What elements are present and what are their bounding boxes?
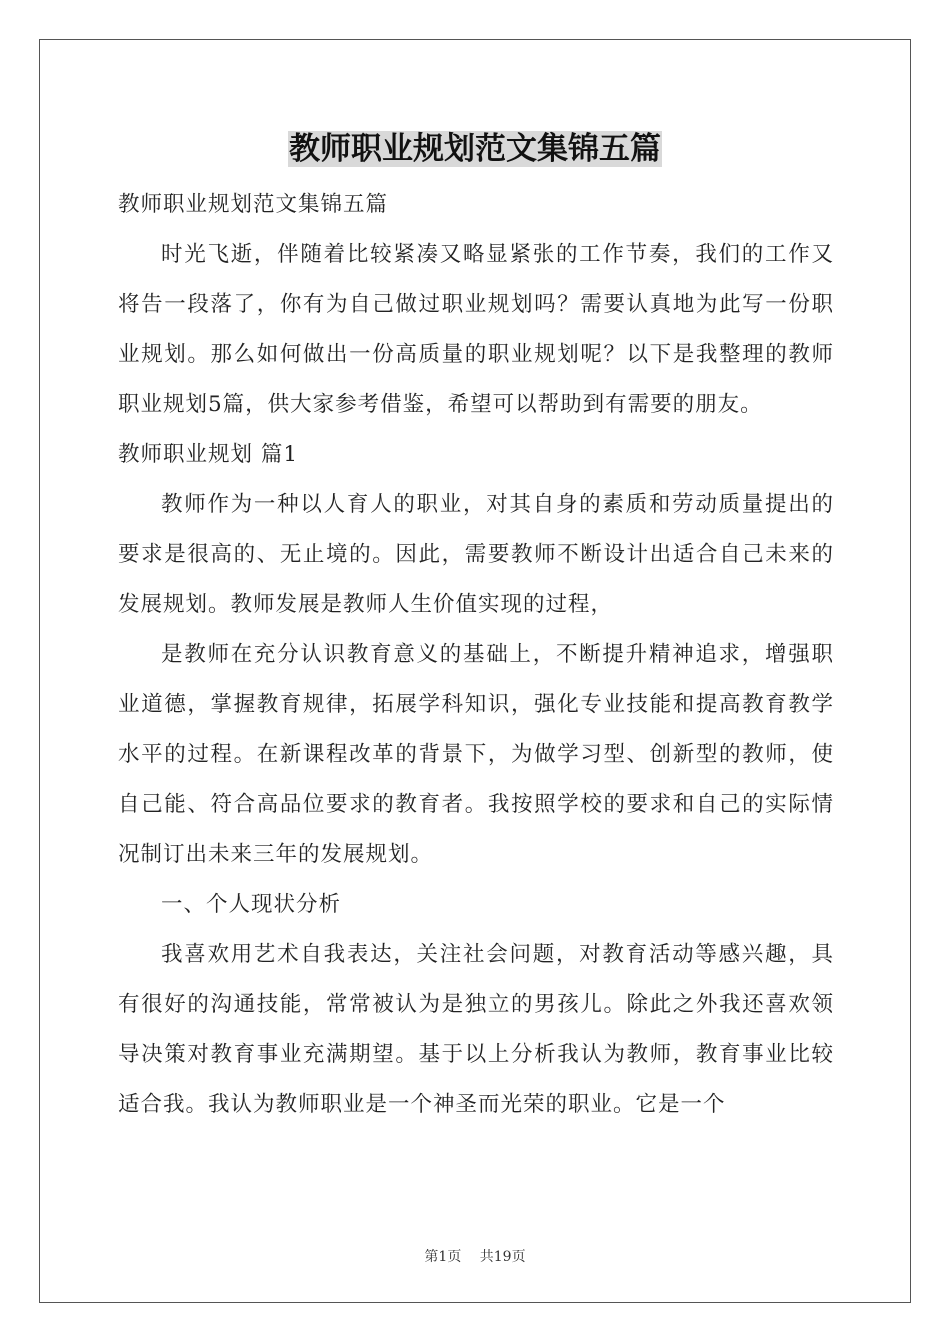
body-paragraph: 是教师在充分认识教育意义的基础上，不断提升精神追求，增强职业道德，掌握教育规律，拓展学科知识，强化专业技能和提高教育教学水平的过程。在新课程改革的背景下，为做学习型、创新型的教师，使自己能、符合高品位要求的教育者。我按照学校的要求和自己的实际情况制订出未来三年的发展规划。 — [118, 642, 834, 867]
document-title-text: 教师职业规划范文集锦五篇 — [289, 131, 661, 167]
body-paragraph: 教师作为一种以人育人的职业，对其自身的素质和劳动质量提出的要求是很高的、无止境的。因此，需要教师不断设计出适合自己未来的发展规划。教师发展是教师人生价值实现的过程， — [118, 492, 834, 617]
page-footer: 第1页 共19页 — [424, 1249, 526, 1265]
document-title — [0, 128, 950, 170]
document-body — [118, 180, 834, 1130]
subsection-heading: 一、个人现状分析 — [161, 892, 342, 917]
body-paragraph: 教师职业规划范文集锦五篇 — [118, 192, 389, 217]
body-paragraph: 我喜欢用艺术自我表达，关注社会问题，对教育活动等感兴趣，具有很好的沟通技能，常常被认为是独立的男孩儿。除此之外我还喜欢领导决策对教育事业充满期望。基于以上分析我认为教师，教育事业比较适合我。我认为教师职业是一个神圣而光荣的职业。它是一个 — [118, 942, 834, 1117]
section-heading: 教师职业规划 篇1 — [118, 442, 299, 467]
body-paragraph: 时光飞逝，伴随着比较紧凑又略显紧张的工作节奏，我们的工作又将告一段落了，你有为自己做过职业规划吗？需要认真地为此写一份职业规划。那么如何做出一份高质量的职业规划呢？以下是我整理的教师职业规划5篇，供大家参考借鉴，希望可以帮助到有需要的朋友。 — [118, 242, 834, 417]
